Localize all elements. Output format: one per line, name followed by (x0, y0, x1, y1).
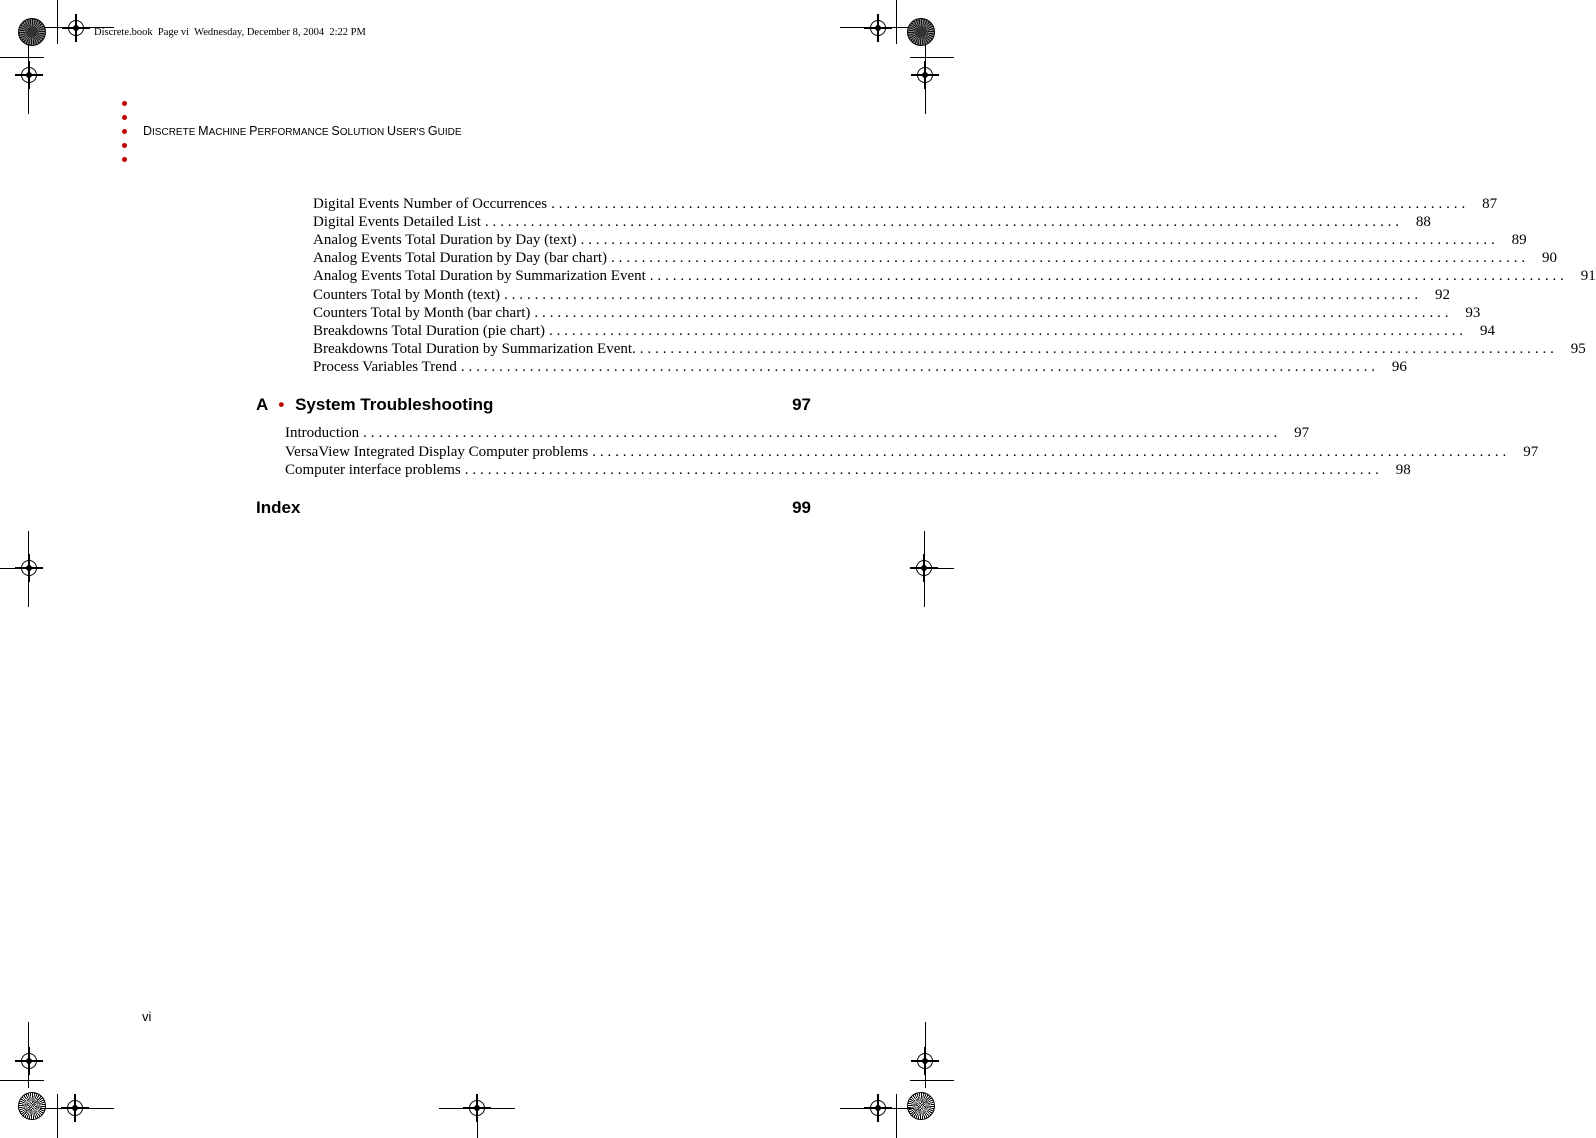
toc-entry-label: Counters Total by Month (bar chart) (313, 304, 531, 321)
registration-star-icon (907, 1092, 935, 1120)
toc-entry-label: Computer interface problems (285, 462, 461, 479)
toc-dot-leader: ........................................................................................................................ (649, 268, 1568, 285)
header-smallcaps-text: ISCRETE (152, 127, 199, 138)
toc-entry[interactable] (313, 267, 1596, 285)
toc-entry-label: Analog Events Total Duration by Day (bar chart) (313, 250, 608, 267)
toc-entry[interactable] (285, 424, 1310, 442)
toc-entry-label: VersaView Integrated Display Computer problems (285, 443, 589, 460)
toc-entry[interactable] (285, 443, 1539, 461)
header-bullet-icon (122, 157, 127, 162)
toc-entry-page: 95 (1570, 340, 1586, 357)
toc-dot-leader: ........................................................................................................................ (592, 443, 1511, 460)
toc-dot-leader: ........................................................................................................................ (611, 250, 1530, 267)
registration-mark-icon (21, 67, 37, 83)
header-cap-letter: U (386, 124, 396, 138)
index-title: Index (256, 498, 301, 517)
toc-entry-page: 88 (1415, 214, 1431, 231)
registration-mark-icon (870, 20, 886, 36)
toc-index-heading[interactable] (256, 498, 811, 518)
header-smallcaps-text: SER'S (396, 127, 428, 138)
appendix-title: System Troubleshooting (295, 395, 494, 414)
toc-entry[interactable] (313, 304, 1481, 322)
toc-appendix-heading[interactable] (256, 395, 811, 415)
toc-entry[interactable] (313, 231, 1527, 249)
toc-entry-page: 98 (1395, 462, 1411, 479)
toc-entry-page: 96 (1391, 358, 1407, 375)
toc-dot-leader: ........................................................................................................................ (548, 322, 1467, 339)
toc-dot-leader: ........................................................................................................................ (460, 358, 1379, 375)
toc-entry-page: 94 (1479, 322, 1495, 339)
index-page: 99 (792, 498, 811, 517)
toc-entry[interactable] (313, 340, 1586, 358)
toc-dot-leader: ........................................................................................................................ (639, 340, 1558, 357)
toc-entry-label: Counters Total by Month (text) (313, 286, 500, 303)
toc-entry[interactable] (313, 195, 1498, 213)
toc-entry-page: 89 (1511, 232, 1527, 249)
toc-entry-label: Process Variables Trend (313, 358, 457, 375)
toc-entry-label: Breakdowns Total Duration by Summarization Event. (313, 340, 636, 357)
header-smallcaps-text: ERFORMANCE (257, 127, 332, 138)
toc-entry-page: 90 (1542, 250, 1558, 267)
toc-entry[interactable] (313, 249, 1558, 267)
header-cap-letter: D (143, 124, 153, 138)
slug-line: Discrete.book Page vi Wednesday, December 8, 2004 2:22 PM (94, 27, 366, 38)
header-smallcaps-text: ACHINE (208, 127, 250, 138)
toc-entry[interactable] (285, 461, 1411, 479)
header-bullet-icon (122, 129, 127, 134)
toc-entry-label: Analog Events Total Duration by Summarization Event (313, 268, 646, 285)
toc-entry[interactable] (313, 286, 1450, 304)
toc-entry-page: 97 (1294, 425, 1310, 441)
registration-star-icon (907, 18, 935, 46)
header-bullet-icon (122, 143, 127, 148)
registration-star-icon (18, 18, 46, 46)
header-cap-letter: M (198, 124, 209, 138)
toc-entry[interactable] (313, 358, 1407, 376)
header-bullet-icon (122, 115, 127, 120)
toc-entry-page: 92 (1435, 286, 1450, 303)
header-smallcaps-text: UIDE (437, 127, 462, 138)
registration-mark-icon (68, 20, 84, 36)
toc-entry-label: Breakdowns Total Duration (pie chart) (313, 322, 545, 339)
toc-entry-page: 97 (1523, 443, 1539, 460)
toc-entry-label: Digital Events Detailed List (313, 214, 481, 231)
toc-dot-leader: ........................................................................................................................ (551, 196, 1470, 212)
toc-entry-page: 87 (1482, 196, 1498, 212)
toc-entry-label: Analog Events Total Duration by Day (text) (313, 232, 577, 249)
toc-dot-leader: ........................................................................................................................ (534, 304, 1453, 321)
appendix-page: 97 (792, 395, 811, 414)
header-bullet-icon (122, 101, 127, 106)
toc-entry-page: 93 (1465, 304, 1481, 321)
header-cap-letter: S (331, 124, 340, 138)
toc-dot-leader: ........................................................................................................................ (464, 462, 1383, 479)
registration-star-icon (18, 1092, 46, 1120)
toc-entry[interactable] (313, 213, 1431, 231)
toc-dot-leader: ........................................................................................................................ (504, 286, 1422, 303)
toc-dot-leader: ........................................................................................................................ (484, 214, 1403, 231)
toc-dot-leader: ........................................................................................................................ (363, 425, 1282, 441)
appendix-letter: A (256, 395, 268, 414)
header-cap-letter: P (249, 124, 258, 138)
header-cap-letter: G (427, 124, 438, 138)
toc-entry-page: 91 (1580, 268, 1596, 285)
toc-entry-label: Introduction (285, 425, 360, 441)
running-header (143, 124, 462, 138)
toc-dot-leader: ........................................................................................................................ (580, 232, 1499, 249)
header-smallcaps-text: OLUTION (339, 127, 387, 138)
registration-mark-icon (21, 1053, 37, 1069)
page-folio: vi (142, 1009, 152, 1024)
toc-entry-label: Digital Events Number of Occurrences (313, 196, 548, 212)
toc-entry[interactable] (313, 322, 1495, 340)
appendix-bullet-icon: • (278, 395, 285, 414)
